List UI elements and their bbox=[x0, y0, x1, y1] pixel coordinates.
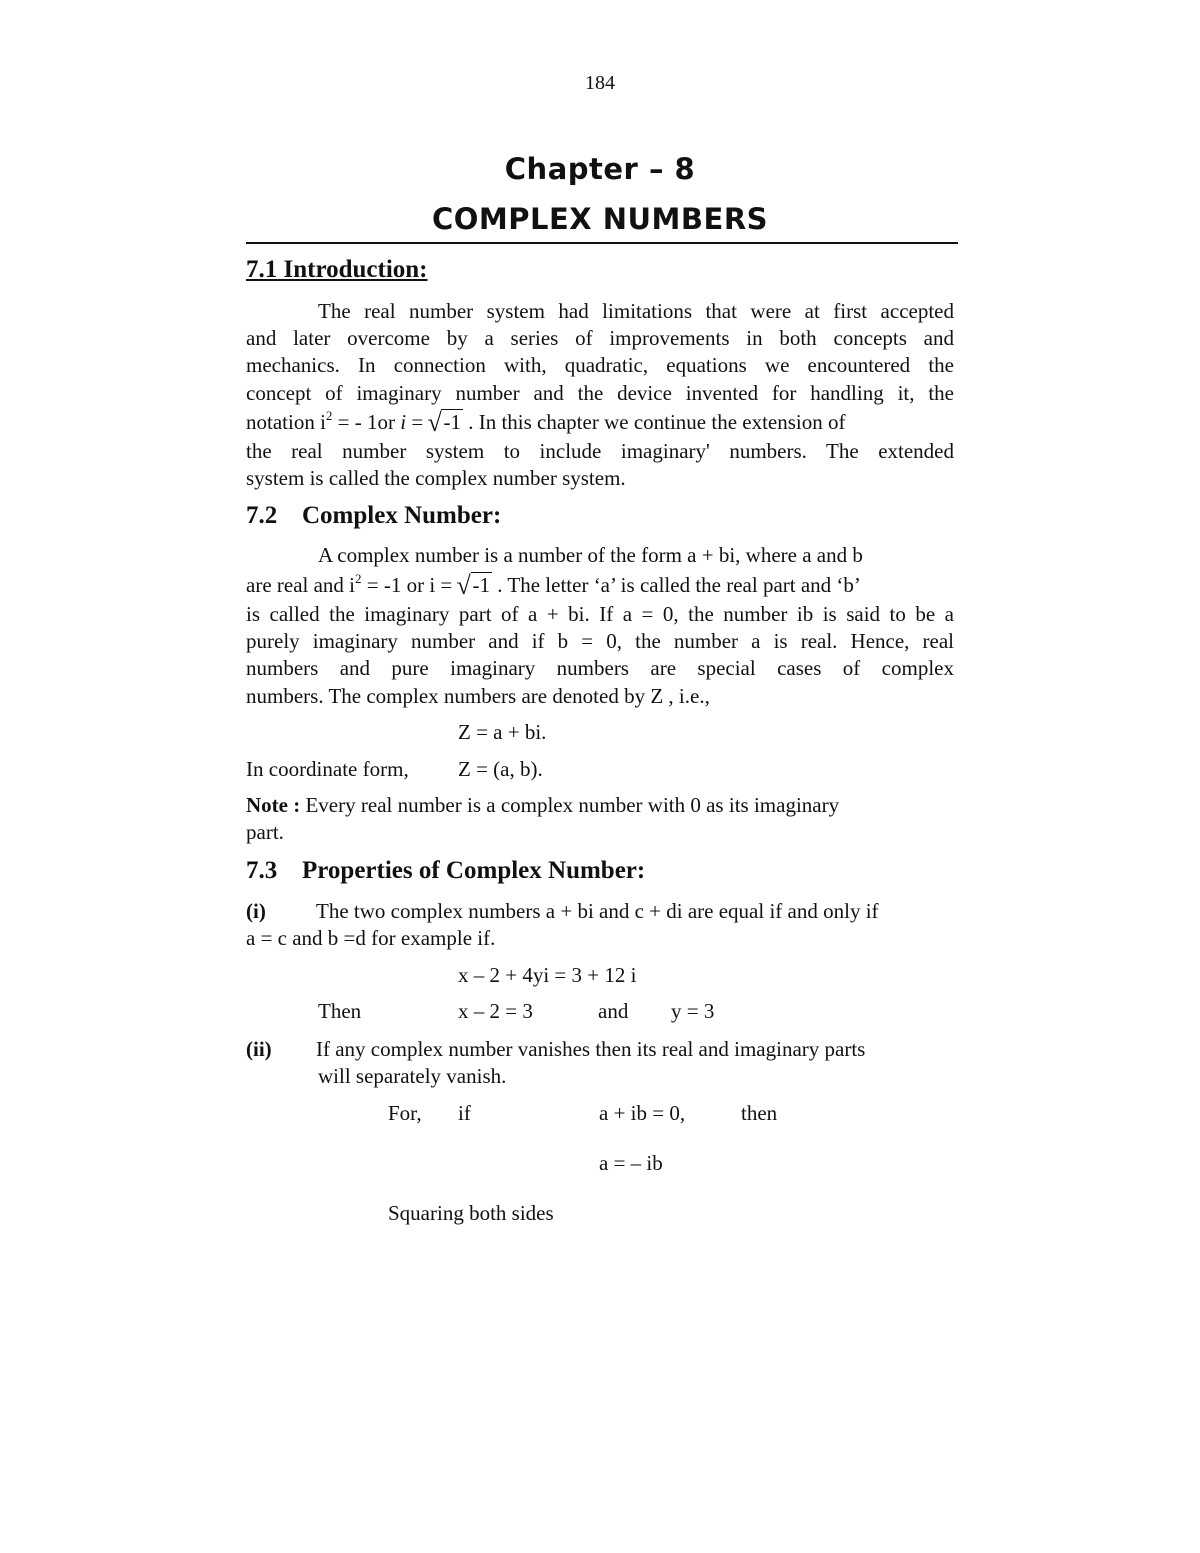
property-i-line-2: a = c and b =d for example if. bbox=[246, 926, 496, 950]
section-number: 7.2 bbox=[246, 502, 278, 529]
definition-line-1: A complex number is a number of the form a + bi, where a and b bbox=[318, 543, 863, 567]
equation-example: x – 2 + 4yi = 3 + 12 i bbox=[458, 963, 637, 987]
paragraph-line: system is called the complex number system. bbox=[246, 466, 626, 491]
note-label: Note : bbox=[246, 793, 301, 817]
notation-line: notation $i^2$ = - 1or i = √ -1 . In this chapter we continue the extension of bbox=[246, 410, 954, 435]
section-title: Introduction: bbox=[283, 256, 428, 283]
paragraph-line: the real number system to include imaginary' numbers. The extended bbox=[246, 439, 954, 463]
property-ii-line-1: (ii) If any complex number vanishes then its real and imaginary parts bbox=[246, 1037, 866, 1061]
chapter-label: Chapter – 8 bbox=[504, 152, 696, 186]
equation-z: Z = a + bi. bbox=[458, 720, 547, 744]
paragraph-line: numbers and pure imaginary numbers are special cases of complex bbox=[246, 656, 954, 681]
section-heading-properties bbox=[246, 857, 645, 885]
intro-paragraph bbox=[246, 298, 954, 407]
definition-paragraph bbox=[246, 601, 954, 710]
section-heading-complex-number bbox=[246, 502, 501, 530]
property-ii-line-2: will separately vanish. bbox=[318, 1064, 507, 1088]
page-number: 184 bbox=[585, 72, 615, 94]
section-title: Complex Number: bbox=[302, 502, 502, 529]
chapter-title: COMPLEX NUMBERS bbox=[431, 202, 769, 236]
note-line-1: Note : Every real number is a complex number with 0 as its imaginary bbox=[246, 793, 840, 817]
paragraph-line: and later overcome by a series of improvements in both concepts and bbox=[246, 326, 954, 351]
title-rule bbox=[246, 242, 958, 244]
paragraph-line: The real number system had limitations that were at first accepted bbox=[318, 299, 954, 323]
item-label: (i) bbox=[246, 899, 266, 923]
equation-a: a = – ib bbox=[599, 1151, 663, 1175]
and-label: and bbox=[598, 999, 629, 1023]
coordinate-form-label: In coordinate form, bbox=[246, 757, 409, 781]
then-label: Then bbox=[318, 999, 362, 1023]
paragraph-line: numbers. The complex numbers are denoted by Z , i.e., bbox=[246, 683, 710, 708]
equation-coordinate: Z = (a, b). bbox=[458, 757, 543, 781]
paragraph-line: is called the imaginary part of a + bi. If a = 0, the number ib is said to be a bbox=[246, 602, 954, 626]
squaring-text: Squaring both sides bbox=[388, 1201, 554, 1225]
square-root: √ -1 bbox=[428, 410, 463, 435]
item-label: (ii) bbox=[246, 1037, 272, 1061]
paragraph-line: concept of imaginary number and the device invented for handling it, the bbox=[246, 380, 954, 405]
section-heading-introduction bbox=[246, 256, 428, 284]
note-line-2: part. bbox=[246, 820, 284, 844]
if-label: if bbox=[458, 1101, 471, 1125]
paragraph-line: mechanics. In connection with, quadratic, equations we encountered the bbox=[246, 353, 954, 378]
square-root: √ -1 bbox=[458, 573, 493, 598]
property-i-line-1: (i) The two complex numbers a + bi and c + di are equal if and only if bbox=[246, 899, 879, 923]
section-number: 7.3 bbox=[246, 857, 278, 884]
for-label: For, bbox=[388, 1101, 422, 1125]
equation-vanish: a + ib = 0, bbox=[599, 1101, 686, 1125]
equation-y: y = 3 bbox=[671, 999, 715, 1023]
definition-line-2: are real and $i^2 = -1$ or i = √ -1 . The letter ‘a’ is called the real part and ‘b’ bbox=[246, 573, 861, 598]
intro-paragraph-end bbox=[246, 438, 954, 492]
equation-x: x – 2 = 3 bbox=[458, 999, 533, 1023]
then-label-2: then bbox=[741, 1101, 778, 1125]
section-title: Properties of Complex Number: bbox=[302, 857, 646, 884]
paragraph-line: purely imaginary number and if b = 0, the number a is real. Hence, real bbox=[246, 629, 954, 654]
section-number: 7.1 bbox=[246, 256, 278, 283]
